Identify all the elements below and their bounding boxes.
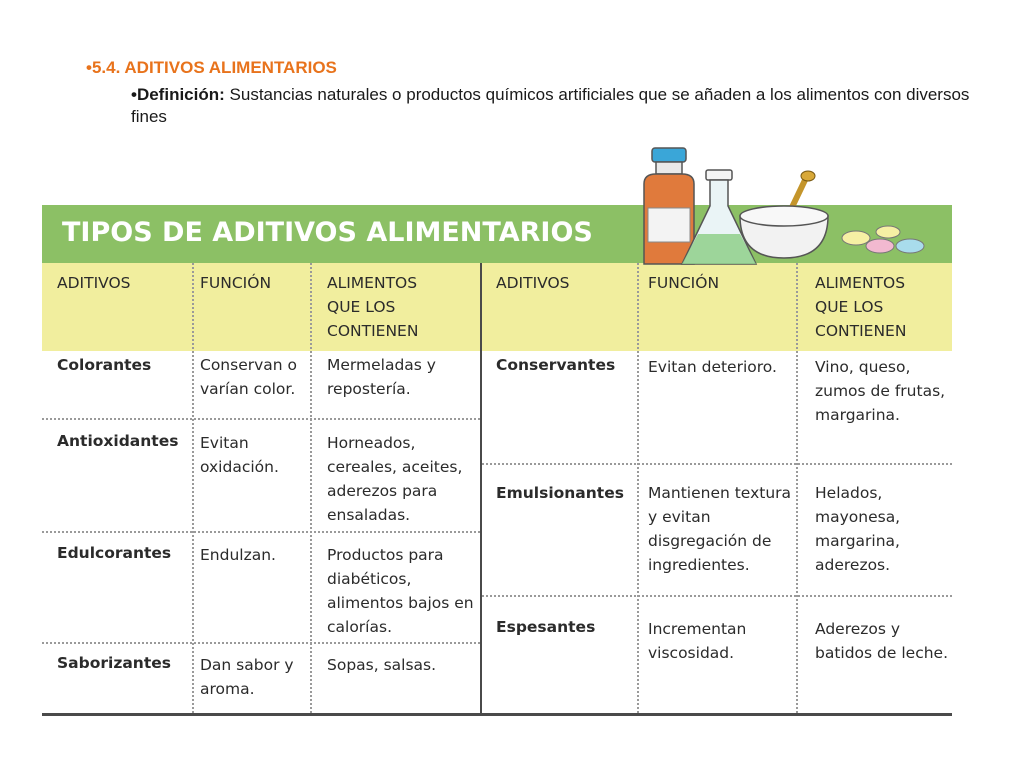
additive-name: Antioxidantes	[57, 432, 179, 450]
header-alimentos-right: ALIMENTOS QUE LOS CONTIENEN	[815, 274, 907, 340]
definition-paragraph	[131, 84, 1001, 128]
additive-foods: Sopas, salsas.	[327, 656, 437, 674]
additive-function: Incrementan viscosidad.	[648, 620, 747, 662]
row-divider	[482, 595, 952, 597]
additive-foods: Horneados, cereales, aceites, aderezos para ensaladas.	[327, 434, 463, 524]
pills-icon	[842, 226, 924, 253]
additive-function: Mantienen textura y evitan disgregación de ingredientes.	[648, 484, 792, 574]
additive-name: Colorantes	[57, 356, 152, 374]
table-title: TIPOS DE ADITIVOS ALIMENTARIOS	[62, 217, 593, 248]
slide-heading: •5.4. ADITIVOS ALIMENTARIOS	[86, 58, 337, 77]
additive-foods: Productos para diabéticos, alimentos bajos en calorías.	[327, 546, 474, 636]
column-divider	[310, 263, 312, 713]
additive-name: Edulcorantes	[57, 544, 172, 562]
additive-foods: Mermeladas y repostería.	[327, 356, 436, 398]
additive-function: Evitan oxidación.	[200, 434, 279, 476]
additives-table	[42, 205, 952, 717]
lab-illustration	[634, 146, 944, 266]
header-aditivos-left: ADITIVOS	[57, 274, 131, 292]
header-aditivos-right: ADITIVOS	[496, 274, 570, 292]
medicine-bottle-icon	[644, 148, 694, 264]
additive-name: Saborizantes	[57, 654, 171, 672]
column-divider	[637, 263, 639, 713]
header-funcion-right: FUNCIÓN	[648, 274, 720, 292]
additive-foods: Vino, queso, zumos de frutas, margarina.	[815, 358, 946, 424]
additive-foods: Helados, mayonesa, margarina, aderezos.	[815, 484, 901, 574]
column-divider	[192, 263, 194, 713]
additive-foods: Aderezos y batidos de leche.	[815, 620, 948, 662]
table-bottom-rule	[42, 713, 952, 716]
column-divider	[796, 263, 798, 713]
additive-function: Evitan deterioro.	[648, 358, 777, 376]
row-divider	[42, 642, 480, 644]
additive-name: Conservantes	[496, 356, 616, 374]
additive-function: Endulzan.	[200, 546, 276, 564]
additive-name: Espesantes	[496, 618, 596, 636]
mixing-bowl-icon	[740, 171, 828, 258]
additive-function: Conservan o varían color.	[200, 356, 298, 398]
row-divider	[42, 418, 480, 420]
center-divider	[480, 263, 482, 715]
header-alimentos-left: ALIMENTOS QUE LOS CONTIENEN	[327, 274, 419, 340]
additive-function: Dan sabor y aroma.	[200, 656, 294, 698]
definition-text: Sustancias naturales o productos químicos artificiales que se añaden a los alimentos con diversos fines	[131, 85, 970, 126]
header-funcion-left: FUNCIÓN	[200, 274, 272, 292]
additive-name: Emulsionantes	[496, 484, 624, 502]
row-divider	[42, 531, 480, 533]
definition-label: •Definición:	[131, 85, 225, 104]
row-divider	[482, 463, 952, 465]
